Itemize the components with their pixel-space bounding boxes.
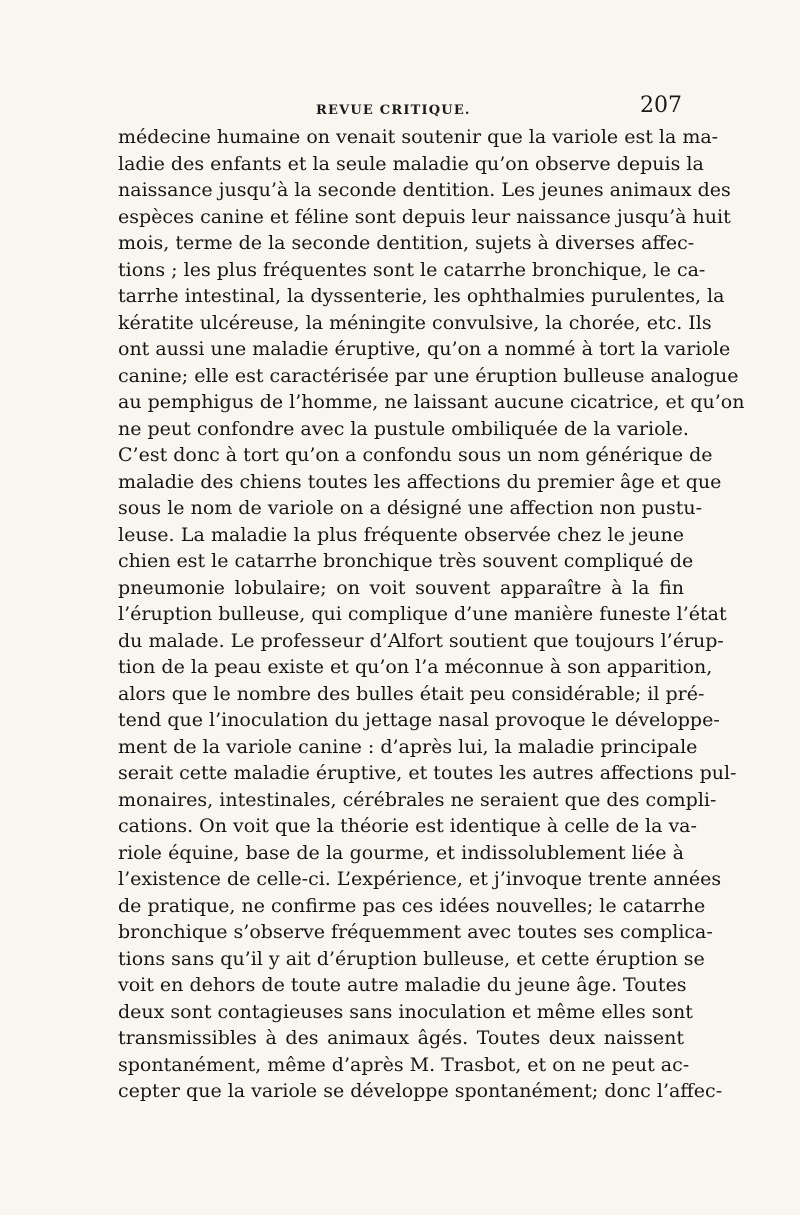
running-title: REVUE CRITIQUE.: [316, 103, 471, 118]
text-line: tions ; les plus fréquentes sont le catarrhe bronchique, le ca-: [118, 258, 706, 281]
text-line: C’est donc à tort qu’on a confondu sous un nom générique de: [118, 444, 713, 466]
text-line: tions sans qu’il y ait d’éruption bulleuse, et cette éruption se: [118, 947, 705, 970]
text-line: transmissibles à des animaux âgés. Toutes deux naissent: [118, 1027, 684, 1049]
text-line: spontanément, même d’après M. Trasbot, et on ne peut ac-: [118, 1053, 690, 1076]
text-line: bronchique s’observe fréquemment avec toutes ses complica-: [118, 921, 713, 943]
text-line: cepter que la variole se développe spontanément; donc l’affec-: [118, 1080, 723, 1102]
text-line: ont aussi une maladie éruptive, qu’on a nommé à tort la variole: [118, 338, 731, 360]
running-header: [118, 93, 684, 123]
text-line: du malade. Le professeur d’Alfort soutient que toujours l’érup-: [118, 629, 724, 652]
text-line: l’existence de celle-ci. L’expérience, et j’invoque trente années: [118, 868, 722, 890]
text-line: ladie des enfants et la seule maladie qu’on observe depuis la: [118, 152, 704, 175]
text-line: cations. On voit que la théorie est identique à celle de la va-: [118, 815, 697, 837]
text-line: kératite ulcéreuse, la méningite convulsive, la chorée, etc. Ils: [118, 311, 712, 334]
text-line: ne peut confondre avec la pustule ombiliquée de la variole.: [118, 417, 689, 440]
text-line: espèces canine et féline sont depuis leur naissance jusqu’à huit: [118, 205, 731, 228]
text-line: mois, terme de la seconde dentition, sujets à diverses affec-: [118, 232, 695, 254]
body-text: [118, 124, 745, 1105]
text-line: sous le nom de variole on a désigné une affection non pustu-: [118, 497, 703, 519]
page-number: 207: [640, 93, 682, 118]
text-line: chien est le catarrhe bronchique très souvent compliqué de: [118, 550, 694, 572]
text-line: naissance jusqu’à la seconde dentition. Les jeunes animaux des: [118, 179, 731, 201]
text-line: riole équine, base de la gourme, et indissolublement liée à: [118, 841, 684, 864]
text-line: médecine humaine on venait soutenir que la variole est la ma-: [118, 126, 719, 148]
text-line: canine; elle est caractérisée par une éruption bulleuse analogue: [118, 364, 739, 387]
text-line: alors que le nombre des bulles était peu considérable; il pré-: [118, 682, 705, 705]
text-line: tion de la peau existe et qu’on l’a méconnue à son apparition,: [118, 656, 713, 678]
text-line: au pemphigus de l’homme, ne laissant aucune cicatrice, et qu’on: [118, 391, 745, 413]
text-line: monaires, intestinales, cérébrales ne seraient que des compli-: [118, 788, 717, 811]
text-line: leuse. La maladie la plus fréquente observée chez le jeune: [118, 523, 684, 546]
text-line: maladie des chiens toutes les affections du premier âge et que: [118, 470, 722, 493]
text-line: tend que l’inoculation du jettage nasal provoque le développe-: [118, 709, 720, 731]
text-line: voit en dehors de toute autre maladie du jeune âge. Toutes: [118, 974, 687, 996]
text-line: deux sont contagieuses sans inoculation et même elles sont: [118, 1000, 693, 1023]
text-line: pneumonie lobulaire; on voit souvent apparaître à la fin: [118, 576, 684, 599]
text-line: de pratique, ne confirme pas ces idées nouvelles; le catarrhe: [118, 894, 706, 917]
text-line: tarrhe intestinal, la dyssenterie, les ophthalmies purulentes, la: [118, 285, 725, 307]
text-line: ment de la variole canine : d’après lui, la maladie principale: [118, 735, 698, 758]
text-line: serait cette maladie éruptive, et toutes les autres affections pul-: [118, 762, 737, 784]
text-line: l’éruption bulleuse, qui complique d’une manière funeste l’état: [118, 603, 727, 625]
